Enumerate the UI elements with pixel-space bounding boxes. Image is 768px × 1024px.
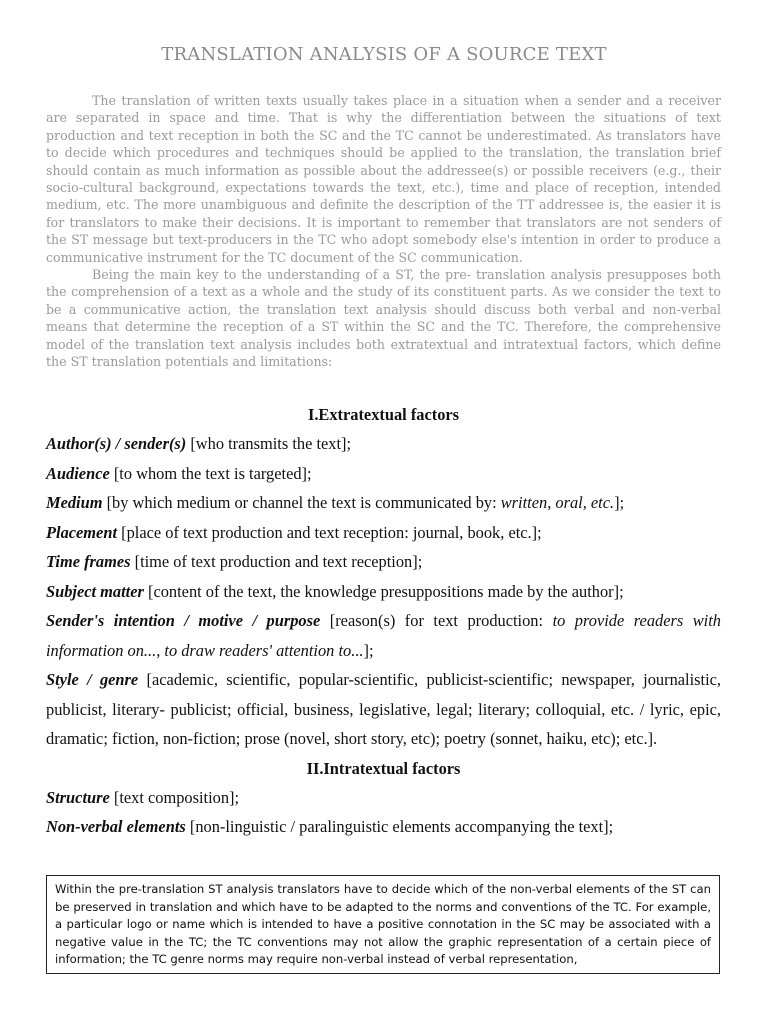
factor-medium	[46, 488, 721, 518]
factor-audience	[46, 459, 721, 489]
factor-desc: [time of text production and text reception];	[130, 552, 423, 571]
factor-time-frames	[46, 547, 721, 577]
intro-paragraph: The translation of written texts usually takes place in a situation when a sender and a receiver are separated in space and time. That is why the differentiation between the situations of text production and text reception in both the SC and the TC cannot be underestimated. As translators have to decide which procedures and techniques should be applied to the translation, the translation brief should contain as much information as possible about the addressee(s) or possible receivers (e.g., their socio-cultural background, expectations towards the text, etc.), time and place of reception, intended medium, etc. The more unambiguous and definite the description of the TT addressee is, the easier it is for translators to make their decisions. It is important to remember that translators are not senders of the ST message but text-producers in the TC who adopt somebody else's intention in order to produce a communicative instrument for the TC document of the SC communication.	[46, 93, 721, 265]
factor-example: to provide readers with information on..., to draw readers' attention to...	[46, 611, 721, 660]
factor-desc: [who transmits the text];	[186, 434, 352, 453]
factor-term: Placement	[46, 522, 118, 542]
intro-paragraph: Being the main key to the understanding of a ST, the pre- translation analysis presupposes both the comprehension of a text as a whole and the study of its constituent parts. As we consider the text to be a communicative action, the translation text analysis should discuss both verbal and non-verbal means that determine the reception of a ST within the SC and the TC. Therefore, the comprehensive model of the translation text analysis includes both extratextual and intratextual factors, which define the ST translation potentials and limitations:	[46, 267, 721, 370]
factor-desc: [to whom the text is targeted];	[109, 463, 312, 483]
factor-placement	[46, 518, 721, 548]
factor-term: Audience	[46, 463, 110, 483]
document-title: TRANSLATION ANALYSIS OF A SOURCE TEXT	[161, 44, 607, 65]
factor-desc: [reason(s) for text production:	[320, 611, 553, 630]
factor-style-genre	[46, 665, 721, 754]
factor-term: Sender's intention / motive / purpose	[46, 611, 321, 630]
factor-subject-matter	[46, 577, 721, 607]
extratextual-heading: I.Extratextual factors	[307, 405, 460, 424]
factor-term: Structure	[46, 787, 110, 807]
factor-structure	[46, 783, 721, 813]
intratextual-heading: II.Intratextual factors	[306, 758, 461, 778]
factor-author	[46, 429, 721, 459]
factor-term: Medium	[46, 493, 103, 512]
factor-tail: ];	[363, 640, 374, 660]
factor-intention	[46, 606, 721, 665]
factors-section	[46, 400, 721, 842]
factor-term: Style / genre	[46, 670, 139, 689]
factor-example: written, oral, etc.	[500, 493, 615, 512]
note-box: Within the pre-translation ST analysis translators have to decide which of the non-verbal elements of the ST can be preserved in translation and which have to be adapted to the norms and conventions of the TC. For example, a particular logo or name which is intended to have a positive connotation in the SC may be associated with a negative value in the TC; the TC conventions may not allow the graphic representation of a certain piece of information; the TC genre norms may require non-verbal instead of verbal representation,	[46, 875, 720, 974]
factor-desc: [text composition];	[109, 787, 240, 807]
factor-tail: ];	[614, 493, 625, 512]
factor-desc: [content of the text, the knowledge presuppositions made by the author];	[143, 581, 624, 601]
factor-desc: [non-linguistic / paralinguistic elements accompanying the text];	[185, 817, 614, 836]
factor-term: Time frames	[46, 552, 131, 571]
factor-term: Author(s) / sender(s)	[46, 434, 187, 453]
factor-term: Subject matter	[46, 581, 144, 601]
factor-desc: [place of text production and text reception: journal, book, etc.];	[117, 522, 542, 542]
factor-desc: [by which medium or channel the text is communicated by:	[102, 493, 501, 512]
factor-term: Non-verbal elements	[46, 817, 186, 836]
factor-non-verbal	[46, 812, 721, 842]
factor-desc: [academic, scientific, popular-scientific, publicist-scientific; newspaper, journalistic, publicist, literary- publicist; official, business, legislative, legal; literary; colloquial, etc. / lyric, epic, dramatic; fiction, non-fiction; prose (novel, short story, etc); poetry (sonnet, haiku, etc); etc.].	[46, 670, 722, 748]
intro-text	[46, 92, 721, 371]
